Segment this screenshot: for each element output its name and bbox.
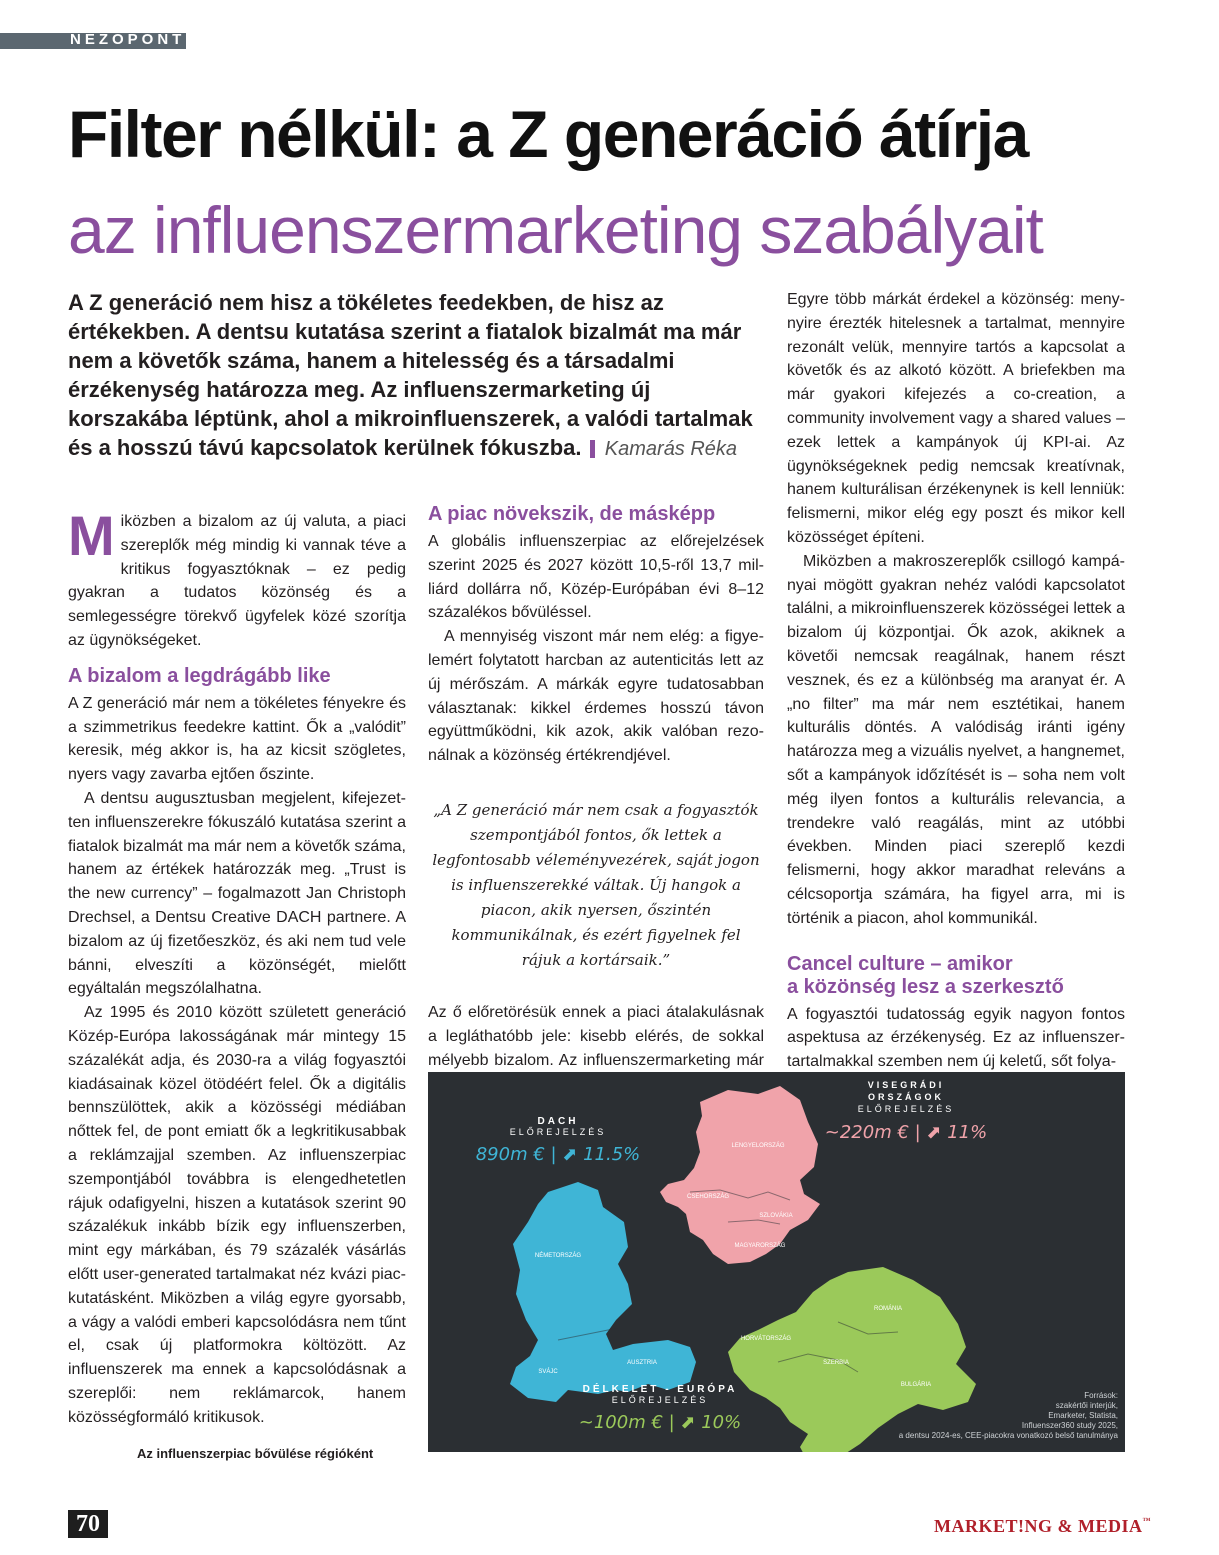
paragraph: A fogyasztói tudatosság egyik nagyon fontos aspektusa az érzékenység. Ez az influenszertartalmakkal szemben nem új keletű, sőt folya- [787,1005,1125,1071]
dach-subtitle: ELŐREJELZÉS [509,1127,607,1137]
paragraph: A mennyiség viszont már nem elég: a figyelemért folytatott harcban az autenticitás lett az új mérőszám. A márkák egyre tudatosabban választanak: kikkel érdemes hosszú távon együttműködni, kik azok, akik valóban rezonálnak a közönség értékrendjével. [428,628,764,765]
subhead-cancel [787,953,1125,999]
country-label: LENGYELORSZÁG [731,1143,785,1149]
column-1 [68,504,406,1429]
map-caption: Az influenszerpiac bővülése régióként [137,1446,374,1461]
headline-line2: az influenszermarketing szabályait [68,193,1043,267]
headline-line1: Filter nélkül: a Z generáció átírja [68,97,1028,171]
country-label: NÉMETORSZÁG [534,1253,582,1259]
paragraph: Miközben a makroszereplők csillogó kampányai mögött gyakran nehéz valódi kapcsolatot találni, a mikroinfluenszerek közösségei lettek a bizalom új központjai. Ők azok, akiknek a követői nemcsak reagálnak, hanem részt vesznek, és ez a különbség ma aranyat ér. A „no filter” ma már nem esztétikai, hanem kulturális döntés. A valódiság iránti igény határozza meg a vizuális nyelvet, a hangnemet, sőt a kampányok időzítését is – soha nem volt még ilyen fontos a kulturális relevancia, a trendekre való reagálás, mint az utóbbi években. Minden piaci szereplő kezdi felismerni, hogy akkor maradhat releváns a célcsoportja számára, ha figyel arra, mi is történik a piacon, ahol kommunikál. [787,552,1125,927]
page-number: 70 [68,1510,108,1538]
trademark: ™ [1142,1516,1151,1525]
country-label: SZLOVÁKIA [759,1213,793,1219]
drop-cap: M [68,504,115,567]
subhead-line: Cancel culture – amikor [787,952,1013,975]
source-line: a dentsu 2024-es, CEE-piacokra vonatkozó belső tanulmánya [898,1431,1118,1440]
country-label: HORVÁTORSZÁG [740,1336,792,1342]
paragraph: A dentsu augusztusban megjelent, kifejezetten influenszerekre fókuszáló kutatása szerint a fiatalok bizalmát ma már nem a követők száma, hanem az értékek határozzák meg. „Trust is the new currency” – fogalmazott Jan Christoph Drechsel, a Dentsu Creative DACH partnere. A bizalom az új fizetőeszköz, és aki nem tud vele bánni, elveszíti a közönségét, mielőtt egyáltalán megszólalhatna. [68,789,406,998]
see-region-shape [728,1267,976,1452]
column-2 [428,503,764,1096]
v4-region-shape [660,1086,820,1264]
v4-value: ~220m € | ⬈ 11% [824,1122,988,1143]
v4-title: VISEGRÁDI [867,1080,945,1090]
paragraph: Egyre több márkát érdekel a közönség: menynyire érezték hitelesnek a tartalmat, mennyire rezonált velük, mennyire tartós a kapcsolat a követők és az alkotó között. A briefekben ma már gyakori kifejezés a co-creation, a community involvement vagy a shared values – ezek lettek a kampányok új KPI-ai. Az ügynökségeknek pedig nemcsak kreatívnak, hanem kulturálisan érzékenynek is kell lenniük: felismerni, mikor elég egy poszt és mikor kell közösséget építeni. [787,291,1125,546]
source-line: Források: [1084,1391,1118,1400]
region-map [428,1072,1125,1452]
dach-value: 890m € | ⬈ 11.5% [475,1144,641,1165]
subhead-trust: A bizalom a legdrágább like [68,664,331,687]
country-label: AUSZTRIA [627,1360,657,1366]
brand-name: MARKET!NG & MEDIA [934,1516,1143,1536]
map-svg [428,1072,1125,1452]
pull-quote: „A Z generáció már nem csak a fogyasztók szempontjából fontos, ők lettek a legfontosabb véleményvezérek, saját jogon is influenszerekké váltak. Új hangok a piacon, akik nyersen, őszintén kommunikálnak, és ezért figyelnek fel rájuk a kortársaik.” [432,800,760,969]
source-line: Emarketer, Statista, [1048,1411,1118,1420]
intro-text: iközben a bizalom az új valuta, a piaci szereplők még mindig ki vannak téve a kritikus fogyasztóknak – ez pedig gyakran a tudatos közönség és a semlegességre törekvő ügyfelek közé szorítja az ügynökségeket. [68,513,406,649]
source-line: szakértői interjúk, [1055,1401,1118,1410]
see-title: DÉLKELET - EURÓPA [582,1384,738,1395]
subhead-line: a közönség lesz a szerkesztő [787,975,1064,998]
paragraph: A Z generáció már nem a tökéletes fényekre és a szimmetrikus feedekre kattint. Ők a „valódit” keresik, még akkor is, ha az kicsit szögletes, nyers vagy zavarba ejtően őszinte. [68,694,406,784]
see-value: ~100m € | ⬈ 10% [578,1412,742,1433]
magazine-logo [934,1516,1151,1537]
dach-title: DACH [537,1116,579,1127]
v4-title: ORSZÁGOK [867,1092,945,1102]
country-label: ROMÁNIA [873,1306,903,1312]
section-tag: NÉZŐPONT [70,31,186,48]
country-label: MAGYARORSZÁG [734,1243,786,1249]
country-label: SZERBIA [823,1360,849,1366]
country-label: CSEHORSZÁG [686,1194,730,1200]
paragraph: Az ő előretörésük ennek a piaci átalakulásnak a legláthatóbb jele: kisebb elérés, de sokkal mélyebb bizalom. Az influenszermarketing már [428,1003,764,1069]
intro-paragraph [68,504,406,653]
country-label: SVÁJC [538,1369,558,1375]
author-name: Kamarás Réka [604,438,738,460]
subhead-market: A piac növekszik, de másképp [428,503,716,525]
lead-paragraph [68,288,768,464]
v4-subtitle: ELŐREJELZÉS [857,1104,955,1114]
paragraph: A globális influenszerpiac az előrejelzések szerint 2025 és 2027 között 10,5-ről 13,7 milliárd dollárra nő, Közép-Európában évi 8–12 százalékos bővüléssel. [428,533,764,622]
paragraph: Az 1995 és 2010 között született generáció Közép-Európa lakosságának már mintegy 15 százalékát adja, és 2030-ra a világ fogyasztói kiadásainak közel ötödéért felel. Ők a digitális bennszülöttek, akik a közösségi médiában nőttek fel, de pont emiatt ők a legkritikusabbak a reklámzajjal szemben. Az influenszerpiac szempontjából továbbra is elengedhetetlen rájuk odafigyelni, hiszen a kutatások szerint 90 százalékuk inkább bízik egy influenszerben, mint egy márkában, és 79 százalék vásárlás előtt user-generated tartalmakat néz kvázi piackutatásként. Miközben a világ egyre gyorsabb, a vágy a valódi emberi kapcsolódásra nem tűnt el, csak új platformokra költözött. Az influenszerek ma ennek a kapcsolódásnak a szereplői: nem reklámarcok, hanem közösségformáló kritikusok. [68,1004,406,1426]
see-subtitle: ELŐREJELZÉS [611,1395,709,1405]
lead-text: A Z generáció nem hisz a tökéletes feedekben, de hisz az értékekben. A dentsu kutatása szerint a fiatalok bizalmát ma már nem a követők száma, hanem a hitelesség és a társadalmi érzékenység határozza meg. Az influenszermarketing új korszakába léptünk, ahol a mikroinfluenszerek, a valódi tartalmak és a hosszú távú kapcsolatok kerülnek fókuszba. [68,290,753,460]
author-divider [590,440,595,458]
column-3 [787,288,1125,1074]
source-line: Influenszer360 study 2025, [1021,1421,1118,1430]
country-label: BULGÁRIA [900,1382,932,1388]
